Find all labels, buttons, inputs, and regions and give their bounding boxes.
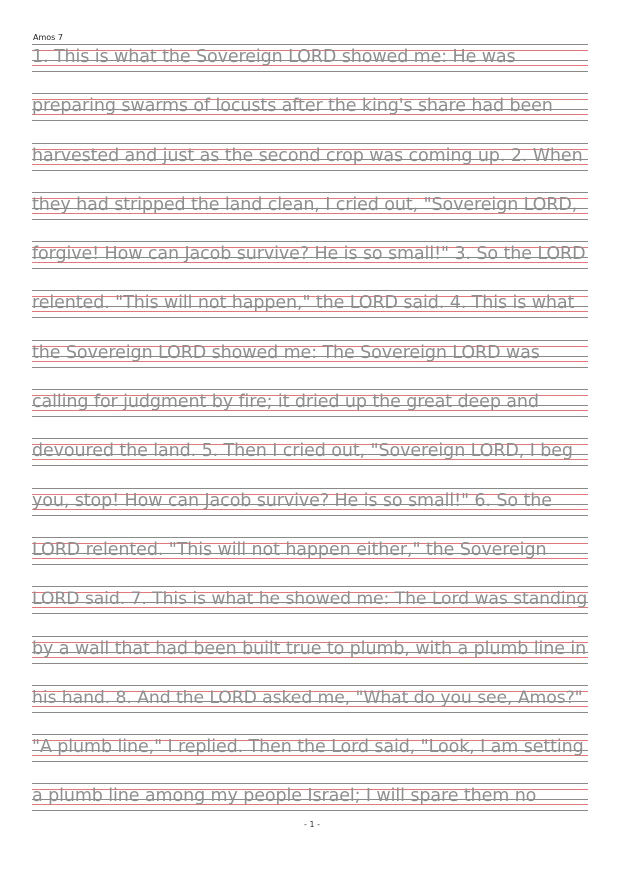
trace-text: devoured the land. 5. Then I cried out, "Sovereign LORD, I beg [32,441,573,462]
trace-text: the Sovereign LORD showed me: The Sovereign LORD was [32,342,540,363]
practice-line [32,537,588,586]
trace-text: you, stop! How can Jacob survive? He is so small!" 6. So the [32,490,552,511]
trace-text: by a wall that had been built true to plumb, with a plumb line in [32,638,587,659]
practice-line [32,143,588,192]
trace-text: forgive! How can Jacob survive? He is so small!" 3. So the LORD [32,244,586,265]
practice-line [32,340,588,389]
trace-text: harvested and just as the second crop was coming up. 2. When [32,145,583,166]
practice-line [32,586,588,635]
practice-line [32,488,588,537]
trace-text: calling for judgment by fire; it dried up the great deep and [32,392,539,413]
practice-line [32,438,588,487]
trace-text: LORD relented. "This will not happen either," the Sovereign [32,539,547,560]
practice-line [32,734,588,783]
page-header: Amos 7 [33,33,63,42]
trace-text: a plumb line among my people Israel; I will spare them no [32,786,537,807]
trace-text: they had stripped the land clean, I cried out, "Sovereign LORD, [32,194,578,215]
trace-text: his hand. 8. And the LORD asked me, "What do you see, Amos?" [32,687,583,708]
practice-line [32,685,588,734]
practice-line [32,44,588,93]
practice-line [32,192,588,241]
practice-line [32,241,588,290]
practice-line [32,290,588,339]
trace-text: relented. "This will not happen," the LORD said. 4. This is what [32,293,575,314]
trace-text: LORD said. 7. This is what he showed me: The Lord was standing [32,589,588,610]
practice-line [32,636,588,685]
page-number: - 1 - [304,820,320,829]
trace-text: 1. This is what the Sovereign LORD showed me: He was [32,47,516,67]
practice-line [32,389,588,438]
trace-text: preparing swarms of locusts after the king's share had been [32,96,553,117]
trace-text: "A plumb line," I replied. Then the Lord said, "Look, I am setting [32,737,584,758]
practice-line [32,93,588,142]
handwriting-sheet [32,44,588,833]
